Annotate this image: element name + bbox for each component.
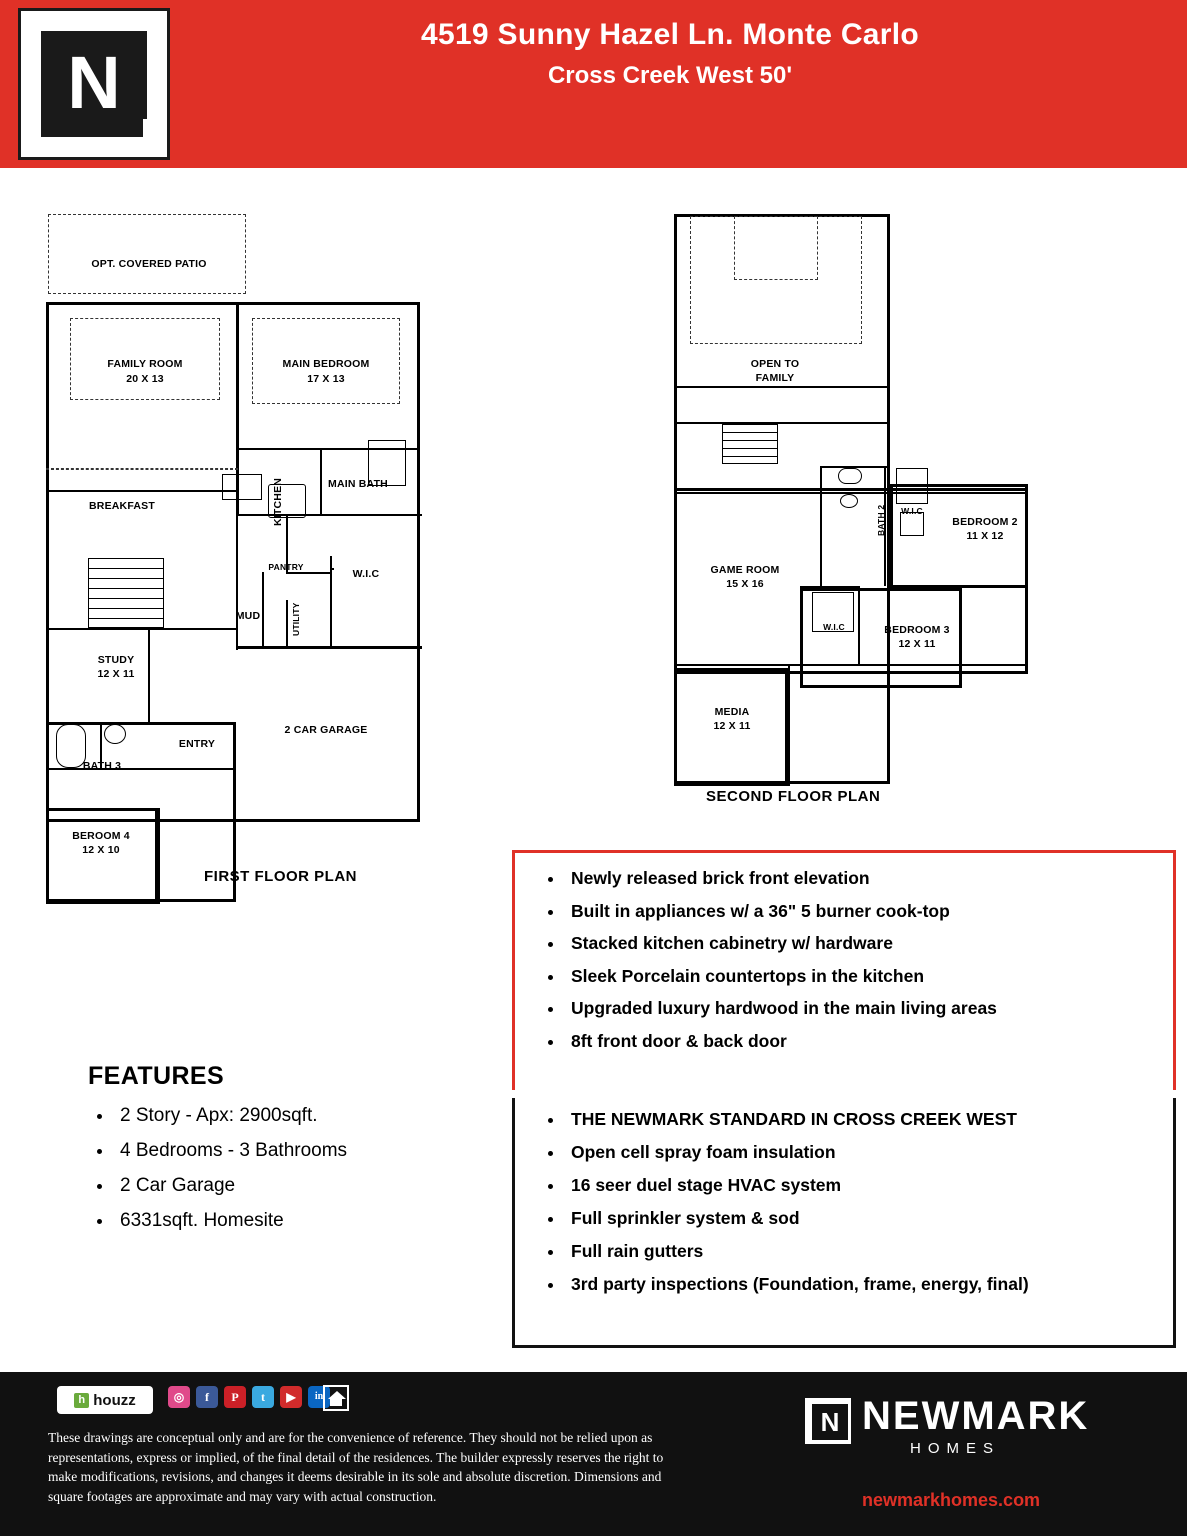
list-item: • 2 Story - Apx: 2900sqft. (114, 1098, 347, 1133)
instagram-icon[interactable]: ◎ (168, 1386, 190, 1408)
houzz-badge[interactable] (57, 1386, 153, 1414)
wall-h6 (286, 572, 332, 574)
room-label-media: MEDIA (714, 706, 750, 718)
list-item: • THE NEWMARK STANDARD IN CROSS CREEK WEST (565, 1103, 1175, 1136)
s-wall-v3 (800, 586, 802, 666)
wall-h4 (236, 514, 422, 516)
website-url[interactable]: newmarkhomes.com (862, 1490, 1041, 1510)
newmark-footer-logo-letter: N (812, 1404, 848, 1440)
wall-h2 (46, 628, 238, 630)
room-label-utility: UTILITY (291, 602, 301, 636)
logo-corner-notch (143, 119, 159, 149)
room-dims-study: 12 X 11 (97, 668, 135, 680)
list-item: • 4 Bedrooms - 3 Bathrooms (114, 1133, 347, 1168)
room-label-bedroom2: BEDROOM 2 (952, 516, 1018, 528)
social-links (168, 1386, 330, 1408)
wall-v4 (236, 514, 238, 650)
linkedin-icon[interactable]: in (308, 1386, 330, 1408)
s-wall-v1 (820, 466, 822, 586)
list-item: • 16 seer duel stage HVAC system (565, 1169, 1175, 1202)
room-label-family: FAMILY ROOM (107, 358, 183, 370)
list-item: • 6331sqft. Homesite (114, 1203, 347, 1238)
tub-bath2 (838, 468, 862, 484)
room-label-kitchen: KITCHEN (272, 477, 284, 526)
equal-housing-opportunity-icon (323, 1385, 349, 1411)
standard-list (525, 1103, 1175, 1301)
stairs-second (722, 424, 778, 464)
sink-bath2 (840, 494, 858, 508)
room-dims-main-bedroom: 17 X 13 (307, 373, 345, 385)
wic-closet-b2 (896, 468, 928, 504)
kitchen-island (222, 474, 262, 500)
facebook-icon[interactable]: f (196, 1386, 218, 1408)
second-floor-caption: SECOND FLOOR PLAN (706, 788, 881, 805)
brand-subtitle: HOMES (910, 1440, 1001, 1457)
newmark-logo (18, 8, 170, 160)
list-item: • 8ft front door & back door (565, 1025, 1175, 1058)
s-wall-v5 (788, 666, 790, 786)
room-dims-game-room: 15 X 16 (726, 578, 764, 590)
breakfast-dash (46, 468, 238, 470)
room-label-wic-b3: W.I.C (823, 622, 845, 632)
list-item: • Open cell spray foam insulation (565, 1136, 1175, 1169)
room-label-game-room: GAME ROOM (710, 564, 780, 576)
list-item: • Upgraded luxury hardwood in the main living areas (565, 992, 1175, 1025)
wall-h1 (46, 490, 238, 492)
disclaimer-text: These drawings are conceptual only and are for the convenience of reference. They should not be relied upon as representations, express or implied, of the final detail of the residences. The builder expressly reserves the right to make modifications, revisions, and changes it deems desirable in its sole and absolute discretion. Dimensions and square footages are approximate and may vary with actual construction. (48, 1430, 664, 1504)
room-label-bedroom3: BEDROOM 3 (884, 624, 950, 636)
room-label-breakfast: BREAKFAST (89, 500, 155, 512)
room-label-bath2: BATH 2 (876, 504, 886, 536)
list-item: • 2 Car Garage (114, 1168, 347, 1203)
room-label-main-bath: MAIN BATH (328, 478, 388, 490)
room-label-garage: 2 CAR GARAGE (284, 724, 368, 736)
room-label-bedroom4: BEROOM 4 (72, 830, 130, 842)
list-item: • Full rain gutters (565, 1235, 1175, 1268)
room-dims-bedroom4: 12 X 10 (82, 844, 120, 856)
pinterest-icon[interactable]: P (224, 1386, 246, 1408)
room-label-open-to-family-2: FAMILY (755, 372, 795, 384)
s-wall-h1 (676, 386, 890, 388)
s-wall-h2 (676, 422, 890, 424)
page-footer (0, 1372, 1187, 1536)
logo-letter: N (41, 31, 147, 137)
twitter-icon[interactable]: t (252, 1386, 274, 1408)
room-dims-bedroom2: 11 X 12 (966, 530, 1004, 542)
wall-v10 (158, 808, 160, 904)
room-label-wic-b2: W.I.C (901, 506, 923, 516)
room-label-mud: MUD (235, 610, 261, 622)
patio-line (48, 214, 246, 254)
s-wall-v4 (858, 586, 860, 666)
open-to-family-dash2 (734, 216, 818, 280)
bedroom4-outline (46, 808, 158, 904)
page-title: 4519 Sunny Hazel Ln. Monte Carlo (420, 18, 920, 51)
youtube-icon[interactable]: ▶ (280, 1386, 302, 1408)
page-header (0, 0, 1187, 168)
highlights-list (525, 862, 1175, 1057)
list-item: • Built in appliances w/ a 36" 5 burner cook-top (565, 895, 1175, 928)
list-item: • Full sprinkler system & sod (565, 1202, 1175, 1235)
features-title: FEATURES (88, 1062, 225, 1090)
list-item: • 3rd party inspections (Foundation, frame, energy, final) (565, 1268, 1175, 1301)
sink-bath3 (104, 724, 126, 744)
room-label-patio: OPT. COVERED PATIO (91, 258, 207, 270)
list-item: • Newly released brick front elevation (565, 862, 1175, 895)
page-subtitle: Cross Creek West 50' (547, 62, 793, 89)
room-label-study: STUDY (97, 654, 135, 666)
houzz-label: houzz (93, 1391, 136, 1409)
s-wall-h5 (676, 664, 1028, 666)
room-label-open-to-family-1: OPEN TO (750, 358, 800, 370)
room-label-bath3: BATH 3 (82, 760, 122, 772)
list-item: • Stacked kitchen cabinetry w/ hardware (565, 927, 1175, 960)
newmark-footer-logo (805, 1398, 851, 1444)
houzz-icon: h (74, 1393, 89, 1408)
wall-v3 (320, 448, 322, 514)
features-list (88, 1098, 347, 1238)
floor-plans (0, 168, 1187, 928)
room-dims-bedroom3: 12 X 11 (898, 638, 936, 650)
list-item: • Sleek Porcelain countertops in the kitchen (565, 960, 1175, 993)
room-dims-media: 12 X 11 (713, 720, 751, 732)
wall-v8 (286, 600, 288, 648)
room-dims-family: 20 X 13 (126, 373, 164, 385)
room-label-pantry: PANTRY (268, 562, 304, 572)
room-label-wic-main: W.I.C (352, 568, 380, 580)
room-label-main-bedroom: MAIN BEDROOM (282, 358, 370, 370)
room-label-entry: ENTRY (178, 738, 216, 750)
first-floor-caption: FIRST FLOOR PLAN (204, 868, 357, 885)
brand-name: NEWMARK (862, 1394, 1090, 1438)
